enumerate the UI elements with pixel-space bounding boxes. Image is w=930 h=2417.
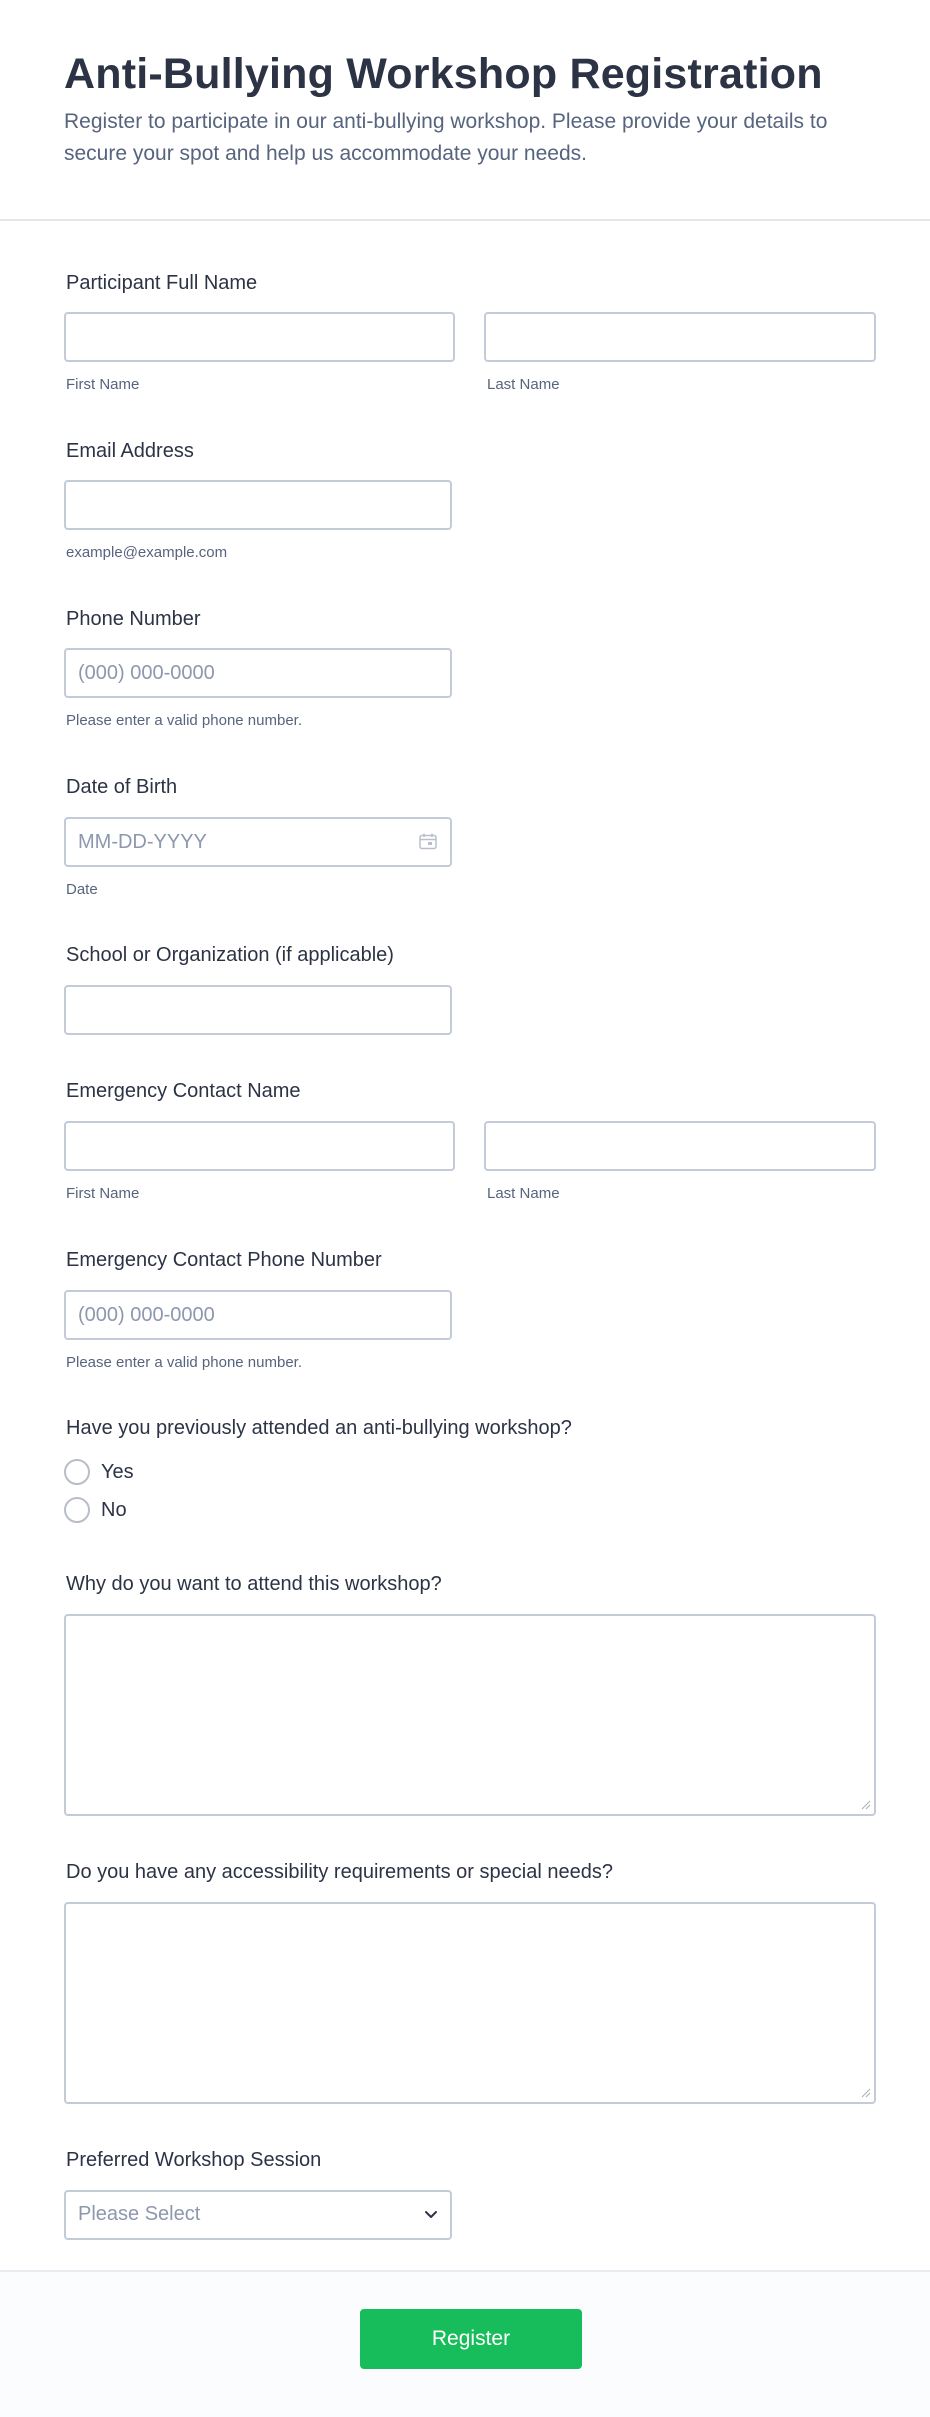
radio-yes-label[interactable]: Yes	[101, 1460, 134, 1483]
radio-option-no[interactable]	[64, 1497, 127, 1523]
emergency-first-name-input[interactable]	[64, 1121, 455, 1171]
email-label: Email Address	[66, 440, 194, 462]
dob-input[interactable]	[64, 817, 452, 867]
email-input[interactable]	[64, 480, 452, 530]
emergency-first-name-sublabel: First Name	[66, 1185, 140, 1202]
dob-label: Date of Birth	[66, 776, 178, 798]
participant-first-name-sublabel: First Name	[66, 376, 140, 393]
radio-option-yes[interactable]	[64, 1459, 134, 1485]
accessibility-label: Do you have any accessibility requirements or special needs?	[66, 1861, 613, 1883]
session-select[interactable]	[64, 2190, 452, 2240]
participant-first-name-input[interactable]	[64, 312, 455, 362]
emergency-phone-input[interactable]	[64, 1290, 452, 1340]
session-selected-value: Please Select	[78, 2203, 201, 2225]
participant-last-name-input[interactable]	[484, 312, 876, 362]
radio-yes-circle[interactable]	[64, 1459, 90, 1485]
form-title: Anti-Bullying Workshop Registration	[64, 50, 823, 98]
school-input[interactable]	[64, 985, 452, 1035]
attended-before-label: Have you previously attended an anti-bullying workshop?	[66, 1417, 572, 1439]
emergency-phone-sublabel: Please enter a valid phone number.	[66, 1354, 302, 1371]
emergency-phone-label: Emergency Contact Phone Number	[66, 1249, 382, 1271]
dob-sublabel: Date	[66, 881, 98, 898]
radio-no-circle[interactable]	[64, 1497, 90, 1523]
form-header	[0, 0, 930, 221]
phone-sublabel: Please enter a valid phone number.	[66, 712, 302, 729]
resize-handle-icon[interactable]	[861, 1800, 871, 1810]
accessibility-textarea[interactable]	[64, 1902, 876, 2104]
school-label: School or Organization (if applicable)	[66, 944, 394, 966]
radio-no-label[interactable]: No	[101, 1498, 127, 1521]
why-attend-label: Why do you want to attend this workshop?	[66, 1573, 442, 1595]
phone-label: Phone Number	[66, 608, 201, 630]
emergency-last-name-input[interactable]	[484, 1121, 876, 1171]
participant-name-label: Participant Full Name	[66, 272, 258, 294]
resize-handle-icon[interactable]	[861, 2088, 871, 2098]
emergency-name-label: Emergency Contact Name	[66, 1080, 301, 1102]
register-button[interactable]: Register	[360, 2309, 582, 2369]
chevron-down-icon	[422, 2206, 440, 2224]
session-label: Preferred Workshop Session	[66, 2149, 322, 2171]
emergency-last-name-sublabel: Last Name	[487, 1185, 560, 1202]
calendar-icon[interactable]	[419, 833, 437, 850]
why-attend-textarea[interactable]	[64, 1614, 876, 1816]
participant-last-name-sublabel: Last Name	[487, 376, 560, 393]
phone-input[interactable]	[64, 648, 452, 698]
form-subtitle: Register to participate in our anti-bullying workshop. Please provide your details to secure your spot and help us accommodate your needs.	[64, 110, 828, 165]
email-sublabel: example@example.com	[66, 544, 228, 561]
